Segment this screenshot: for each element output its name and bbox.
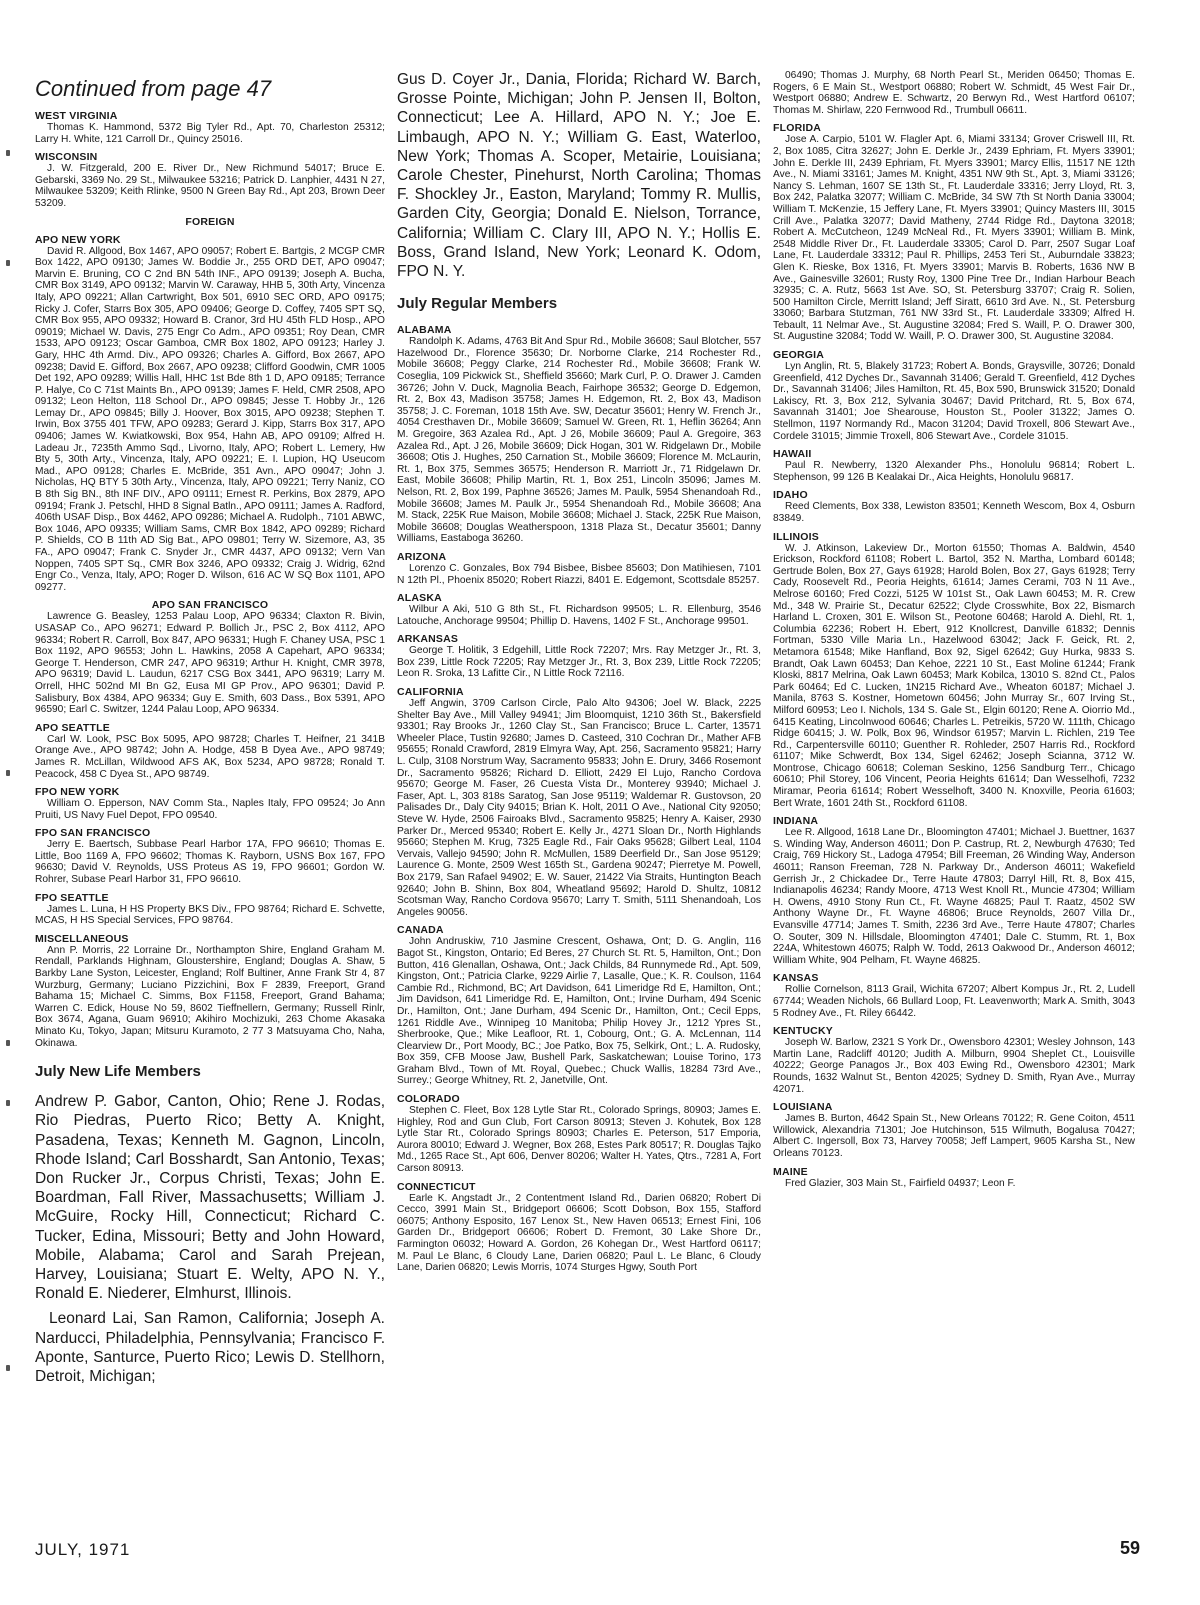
column-1 — [35, 70, 385, 1545]
member-list: James L. Luna, H HS Property BKS Div., FPO 98764; Richard E. Schvette, MCAS, H HS Special Services, FPO 98764. — [35, 903, 385, 927]
membership-section — [397, 924, 761, 1087]
member-list: Lee R. Allgood, 1618 Lane Dr., Bloomington 47401; Michael J. Buettner, 1637 S. Winding Way, Anderson 46011; Don P. Castrup, Rt. 2, Newburgh 47630; Ted Craig, 769 Hickory St., Ladoga 47954; Bill Freeman, 26 Winding Way, Anderson 46011; Ranson Freeman, 728 N. Parkway Dr., Anderson 46011; Wakefield Gerrish Jr., 2 Chickadee Dr., Terre Haute 47803; Darryl Hill, Rt. 8, Box 415, Indianapolis 46234; Randy Moore, 4713 West Knoll Rt., Muncie 47304; William H. Owens, 4910 Stony Run Ct., Ft. Wayne 46825; Paul T. Raatz, 4502 SW Anthony Wayne Dr., Ft. Wayne 46806; Bruce Reynolds, 2607 Villa Dr., Evansville 47714; James T. Smith, 2236 3rd Ave., Terre Haute 47807; Charles O. Souter, 309 N. Hillsdale, Bloomington 47401; Dale C. Stumm, Rt. 1, Box 224A, Whitestown 46075; Ralph W. Todd, 2613 Oakwood Dr., Anderson 46012; William White, 904 Pelham, Ft. Wayne 46825. — [773, 827, 1135, 966]
membership-section — [35, 722, 385, 780]
state-heading: INDIANA — [773, 815, 819, 828]
member-list: Jeff Angwin, 3709 Carlson Circle, Palo Alto 94306; Joel W. Black, 2225 Shelter Bay Ave., Mill Valley 94941; Jim Bloomquist, 1210 36th St., Bakersfield 93301; Ray Brooks Jr., 1260 Clay St., San Francisco; Bruce L. Carter, 13571 Wheeler Place, Tustin 92680; James D. Casteed, 310 Cochran Dr., Mather AFB 95655; Ronald Crawford, 2819 Elmyra Way, Apt. 256, Sacramento 95821; Harry L. Culp, 3108 Norstrum Way, Sacramento 95833; John E. Drury, 3466 Rosemont Dr., Sacramento 95826; Richard D. Elliott, 2429 El Lujo, Rancho Cordova 95670; George M. Faser, 26 Cuesta Vista Dr., Monterey 93940; Michael J. Faser, Apt. L, 303 818s Saratog, San Jose 95119; Waldemar R. Gustovson, 20 Palisades Dr., Daly City 94015; Brian K. Holt, 2011 O Ave., National City 92050; Steve W. Hyde, 2506 Fairoaks Blvd., Sacramento 95825; Henry A. Kaiser, 2930 Parker Dr., Merced 95340; Robert E. Kelly Jr., 4271 Sloan Dr., North Highlands 95660; Stephen M. Krug, 7325 Eagle Rd., Fair Oaks 95628; Gilbert Leal, 1104 Vervais, Vallejo 94590; John R. McMullen, 1589 Deerfield Dr., San Jose 95129; Laurence G. Monte, 2509 West 165th St., Gardena 90247; Pierretye M. Powell, Box 2179, San Rafael 94902; E. W. Sauer, 21422 Via Straits, Huntington Beach 92640; John B. Shinn, Box 804, Wheatland 95692; Harold D. Shultz, 10812 Scotsman Way, Rancho Cordova 95670; Larry T. Smith, 5111 Shenandoah, Los Angeles 90056. — [397, 698, 761, 918]
page-number: 59 — [1119, 1538, 1140, 1558]
member-list: Rollie Cornelson, 8113 Grail, Wichita 67207; Albert Kompus Jr., Rt. 2, Ludell 67744; Weaden Nichols, 66 Bullard Loop, Ft. Leavenworth; Mark A. Smith, 3043 5 Rodney Ave., Ft. Riley 66442. — [773, 984, 1135, 1019]
state-heading: KANSAS — [773, 972, 819, 985]
membership-section — [397, 324, 761, 545]
membership-section — [35, 827, 385, 885]
member-list: Earle K. Angstadt Jr., 2 Contentment Island Rd., Darien 06820; Robert Di Cecco, 3991 Main St., Bridgeport 06606; Scott Dobson, Box 155, Stafford 06075; Anthony Esposito, 167 Lenox St., New Haven 06513; Ernest Fini, 106 Garden Dr., Bridgeport 06606; Robert D. Fremont, 30 Lake Shore Dr., Farmington 06032; Howard A. Gordon, 26 Kohegan Dr., West Hartford 06117; M. Paul Le Blanc, 6 Cloudy Lane, Darien 06820; Paul L. Le Blanc, 6 Cloudy Lane, Darien 06820; Lewis Morris, 1074 Sturges Hgwy, South Port — [397, 1192, 761, 1274]
member-list: 06490; Thomas J. Murphy, 68 North Pearl St., Meriden 06450; Thomas E. Rogers, 6 E Main St., Westport 06880; Robert W. Schmidt, 45 West Fair Dr., Westport 06880; Andrew E. Schwartz, 20 Berwyn Rd., West Hartford 06107; Thomas M. Shirlaw, 220 Fernwood Rd., Trumbull 06611. — [773, 70, 1135, 116]
member-list: Joseph W. Barlow, 2321 S York Dr., Owensboro 42301; Wesley Johnson, 143 Martin Lane, Radcliff 40120; Judith A. Milburn, 9904 Sheplet Ct., Louisville 40222; George Panagos Jr., Box 403 Ewing Rd., Owensboro 42301; Mark Rounds, 1632 Walnut St., Benton 42025; Sydney D. Smith, Ryan Ave., Murray 42071. — [773, 1037, 1135, 1095]
membership-section — [35, 216, 385, 228]
life-members-continued: Gus D. Coyer Jr., Dania, Florida; Richard W. Barch, Grosse Pointe, Michigan; John P. Jensen II, Bolton, Connecticut; Lee A. Hillard, APO N. Y.; Joe E. Limbaugh, APO N. Y.; William G. East, Waterloo, New York; Thomas A. Scoper, Metairie, Louisiana; Carole Chester, Pinehurst, North Carolina; Thomas F. Shockley Jr., Easton, Maryland; Tommy R. Mullis, Garden City, Georgia; Donald E. Nielson, Torrance, California; William C. Clary III, APO N. Y.; Hollis E. Boss, Grand Island, New York; Leonard K. Odom, FPO N. Y. — [397, 71, 761, 281]
membership-section — [773, 972, 1135, 1019]
membership-section — [397, 592, 761, 627]
column-3 — [773, 70, 1135, 1545]
membership-section — [397, 633, 761, 680]
state-heading: ARIZONA — [397, 550, 447, 563]
margin-mark — [6, 1365, 10, 1371]
state-heading: CANADA — [397, 924, 444, 937]
membership-section — [773, 489, 1135, 524]
margin-mark — [6, 150, 10, 156]
state-heading: MISCELLANEOUS — [35, 932, 129, 945]
membership-section — [35, 892, 385, 927]
life-members-paragraph: Andrew P. Gabor, Canton, Ohio; Rene J. Rodas, Rio Piedras, Puerto Rico; Betty A. Knight, Pasadena, Texas; Kenneth M. Gagnon, Lincoln, Rhode Island; Carl Bosshardt, San Antonio, Texas; Don Rucker Jr., Corpus Christi, Texas; John E. Boardman, Fall River, Massachusetts; William J. McGuire, Rocky Hill, Connecticut; Richard C. Tucker, Edina, Missouri; Betty and John Howard, Mobile, Alabama; Carol and Sarah Prejean, Harvey, Louisiana; Stuart E. Welty, APO N. Y., Ronald E. Niederer, Elmhurst, Illinois. — [35, 1093, 385, 1303]
member-list: Fred Glazier, 303 Main St., Fairfield 04937; Leon F. — [785, 1177, 1016, 1189]
membership-section — [35, 599, 385, 715]
membership-section — [773, 531, 1135, 810]
member-list: Wilbur A Aki, 510 G 8th St., Ft. Richardson 99505; L. R. Ellenburg, 3546 Latouche, Anchorage 99504; Phillip D. Havens, 1402 F St., Anchorage 99501. — [397, 604, 761, 627]
state-heading: FPO SEATTLE — [35, 891, 109, 904]
continued-note: Continued from page 47 — [35, 76, 272, 101]
member-list: Jose A. Carpio, 5101 W. Flagler Apt. 6, Miami 33134; Grover Criswell III, Rt. 2, Box 1085, Citra 32627; John E. Derkle Jr., 2439 Ephriam, Ft. Myers 33901; John E. Derkle III, 2439 Ephriam, Ft. Myers 33901; Marcy Ellis, 11517 NE 12th Ave., N. Miami 33161; James M. Knight, 4351 NW 9th St., Apt. 3, Miami 33126; Nancy S. Lehman, 1607 SE 13th St., Ft. Lauderdale 33316; Jerry Lloyd, Rt. 3, Box 242, Palatka 32077; William C. McBride, 34 SW 7th St North Dania 33004; William T. McKenzie, 15 Jeffery Lane, Ft. Myers 33901; Quincy Masters III, 3015 Crill Ave., Palatka 32077; David Matheny, 2744 Ridge Rd., Daytona 32018; Robert A. McCutcheon, 1249 McNeal Rd., Ft. Myers 33901; William B. Mink, 2548 Middle River Dr., Ft. Lauderdale 33305; Carol D. Parr, 2507 Sugar Loaf Lane, Ft. Lauderdale 33312; Paul R. Phillips, 2453 Teri St., Auburndale 33823; Glen K. Rieske, Box 1316, Ft. Myers 33901; Marvis B. Roberts, 1636 NW B Ave., Gainesville 32601; Rusty Roy, 1300 Pine Tree Dr., Indian Harbour Beach 32935; C. A. Rutz, 5663 1st Ave. SO, St. Petersburg 33707; Craig R. Solien, 500 Hamilton Circle, Merritt Island; Jeff Siratt, 6610 3rd Ave. N., St. Petersburg 33060; Barbara Stutzman, 761 NW 33rd St., Ft. Lauderdale 33309; Alfred H. Tebault, 11 Nelmar Ave., St. Augustine 32084; Fred S. Waill, P. O. Drawer 300, St. Augustine 32084; Todd W. Waill, P. O. Drawer 300, St. Augustine 32084. — [773, 134, 1135, 343]
state-heading: KENTUCKY — [773, 1025, 833, 1038]
regular-members-heading: July Regular Members — [397, 295, 558, 313]
state-heading: APO SAN FRANCISCO — [151, 599, 269, 612]
state-heading: GEORGIA — [773, 349, 824, 362]
life-members-paragraph: Leonard Lai, San Ramon, California; Joseph A. Narducci, Philadelphia, Pennsylvania; Francisco F. Aponte, Santurce, Puerto Rico; Lewis D. Stellhorn, Detroit, Michigan; — [35, 1310, 385, 1386]
member-list: Thomas K. Hammond, 5372 Big Tyler Rd., Apt. 70, Charleston 25312; Larry H. White, 121 Carroll Dr., Quincy 25016. — [35, 122, 385, 145]
membership-section — [773, 815, 1135, 966]
member-list: Paul R. Newberry, 1320 Alexander Phs., Honolulu 96814; Robert L. Stephenson, 99 126 B Kealakai Dr., Aica Heights, Honolulu 96817. — [773, 460, 1135, 483]
membership-section — [773, 70, 1135, 116]
member-list: James B. Burton, 4642 Spain St., New Orleans 70122; R. Gene Coiton, 4511 Willowick, Alexandria 71301; Joe Hutchinson, 515 Wilmuth, Bogalusa 70427; Albert C. Ingersoll, Box 73, Harvey 70058; Jeff Lampert, 9605 Karsha St., New Orleans 70123. — [773, 1113, 1135, 1159]
state-heading: LOUISIANA — [773, 1101, 833, 1114]
membership-section — [773, 349, 1135, 442]
member-list: Lyn Anglin, Rt. 5, Blakely 31723; Robert A. Bonds, Graysville, 30726; Donald Greenfield, 412 Dyches Dr., Savannah 31406; Gerald T. Greenfield, 412 Dyches Dr., Savannah 31406; Jiles Hamilton, Rt. 45, Box 590, Brunswick 31520; Donald Lakiscy, Rt. 3, Box 212, Sylvania 30467; David Pritchard, Rt. 5, Box 674, Savannah 31401; Joe Shearouse, Houston St., Pooler 31322; James O. Stellmon, 1197 Normandy Rd., Macon 31204; David Troxell, 806 Stewart Ave., Cordele 31015; Jimmie Troxell, 806 Stewart Ave., Cordele 31015. — [773, 361, 1135, 442]
member-list: W. J. Atkinson, Lakeview Dr., Morton 61550; Thomas A. Baldwin, 4540 Erickson, Rockford 61108; Robert L. Bartol, 352 N. Martha, Lombard 60148; Gertrude Bolen, Box 27, Gays 61928; Harold Bolen, Box 27, Gays 61928; Terry Cady, Roosevelt Rd., Peoria Heights, 61614; James Cerami, 703 N 11 Ave., Melrose 60160; Fred Cozzi, 5125 W 101st St., Oak Lawn 60453; M. R. Crew Md., 348 W. Prairie St., Decatur 62522; Clyde Crosswhite, Box 22, Bismarch Harland L. Croxen, 301 E. Wilson St., Peotone 60468; Harold A. Diehl, Rt. 1, Columbia 62236; Robert H. Ebert, 912 Knollcrest, Danville 61832; Dennis Fortman, 5330 Ville Maria Ln., Hazelwood 63042; Jack F. Geick, Rt. 2, Metamora 61548; Mike Hanfland, Box 92, Sigel 62642; Guy Hurka, 9833 S. Brandt, Oak Lawn 60453; Dan Kehoe, 2221 10 St., East Moline 61244; Frank Kloski, 8817 Melrina, Oak Lawn 60453; Mark Kobilca, 13010 S. 82nd Ct., Palos Park 60464; Ed C. Lucken, 1N215 Richard Ave., Wheaton 60187; Michael J. Manila, 8763 S. Kostner, Hometown 60456; John Murray Sr., 607 Irving St., Milford 60953; Leo I. Nichols, 134 S. Gale St., Elgin 60120; Rene A. Oiorrio Md., 6415 Keating, Lincolnwood 60646; Charles L. Petreikis, 5720 W. 111th, Chicago Ridge 60415; J. W. Polk, Box 96, Windsor 61957; Marvin L. Richlen, 219 Tee Rd., Carpentersville 60110; Guenther R. Rohleder, 2507 Harris Rd., Rockford 61107; Mike Schwerdt, Box 134, Sigel 62462; Joseph Scianna, 3712 W. Montrose, Chicago 60618; Coleman Seskino, 1256 Sandburg Terr., Chicago 60610; Phil Storey, 106 Vincent, Peoria Heights 61614; Dan Wesselhofi, 7232 Miramar, Peoria 61614; Robert Wesselhoft, 3400 N. Knoxville, Peoria 61603; Bert Wrate, 1601 24th St., Rockford 61108. — [773, 542, 1135, 809]
membership-section — [773, 1101, 1135, 1159]
member-list: Stephen C. Fleet, Box 128 Lytle Star Rt., Colorado Springs, 80903; James E. Highley, Rod and Gun Club, Fort Carson 80913; Steven J. Kohutek, Box 128 Lytle Star Rt., Colorado Springs 80903; Charles E. Peterson, 517 Emporia, Aurora 80010; Edward J. Wegner, Box 268, Estes Park 80517; R. Douglas Tajko Md., 1265 Race St., Apt 606, Denver 80206; Walter H. Yates, Qtrs., 7281 A, Fort Carson 80913. — [397, 1105, 761, 1175]
member-list: Reed Clements, Box 338, Lewiston 83501; Kenneth Wescom, Box 4, Osburn 83849. — [773, 501, 1135, 524]
member-list: John Andruskiw, 710 Jasmine Crescent, Oshawa, Ont; D. G. Anglin, 116 Bagot St., Kingston, Ontario; Ed Beres, 27 Church St. Rt. 5, Hamilton, Ont.; Don Button, 416 Glenallan, Oshawa, Ont.; Jack Childs, 84 Runnymede Rd., Apt. 509, Kingston, Ont.; Patricia Clarke, 9229 Airlie 7, Lasalle, Que.; K. R. Coulson, 1164 Cambie Rd., Richmond, BC; Art Davidson, 641 Limeridge Rd E, Hamilton, Ont.; Jim Davidson, 641 Limeridge Rd. E, Hamilton, Ont.; Irvine Durham, 494 Scenic Dr., Hamilton, Ont.; Jane Durham, 494 Scenic Dr., Hamilton, Ont.; Cecil Epps, 1261 Riddle Ave., Winnipeg 10 Manitoba; Philip Hovey Jr., 1212 Ypres St., Sherbrooke, Que.; Mike Leafloor, Rt. 1, Cobourg, Ont.; G. A. McLennan, 114 Clearview Dr., Port Moody, BC.; Joe Patko, Box 75, Selkirk, Ont.; L. A. Rudosky, Box 359, CFB Moose Jaw, Bushell Park, Saskatchewan; Louise Torino, 173 Graham Blvd., Town of Mt. Royal, Quebec.; Chuck Wallis, 18284 73rd Ave., Surrey.; George Whitney, Rt. 2, Janetville, Ont. — [397, 936, 761, 1087]
state-heading: ILLINOIS — [773, 530, 819, 543]
member-list: David R. Allgood, Box 1467, APO 09057; Robert E. Bartgis, 2 MCGP CMR Box 1422, APO 09130; James W. Boddie Jr., 255 ORD DET, APO 09047; Marvin E. Bruning, CO C 2nd BN 54th INF., APO 09139; Joseph A. Bucha, CMR Box 3149, APO 09132; Marvin W. Caraway, HHB 5, 30th Arty, Vincenza Italy, APO 09221; Allan Cartwright, Box 501, 6910 SEC ORD, APO 09175; Ricky J. Cofer, Starrs Box 305, APO 09406; George D. Coffey, 7405 SPT SQ, CMR Box 955, APO 09332; Howard B. Cranor, 3rd HU 45th FLD Hosp., APO 09019; Michael W. Davis, 275 Engr Co Adm., APO 09351; Roy Dean, CMR 1533, APO 09123; Oscar Gamboa, CMR Box 1802, APO 09123; Harley J. Gary, HHC 4th Armd. Div., APO 09326; Charles A. Gifford, Box 2667, APO 09238; David E. Gifford, Box 2667, APO 09238; Clifford Goodwin, CMR 1005 Det 192, APO 09289; Willis Hall, HHC 1st Bde 8th 1 D, APO 09185; Terrance P. Halye, Co C 71st Maints Bn., APO 09139; James F. Held, CMR 2508, APO 09132; Leon Helton, 118 School Dr., APO 09845; Jesse T. Hobby Jr., 126 Lemay Dr., APO 09845; Billy J. Hoover, Box 3015, APO 09238; Stephen T. Irwin, Box 3755 401 TFW, APO 09283; Gerard J. Kipp, Starrs Box 317, APO 09406; James W. Kwiatkowski, Box 954, Hahn AB, APO 09109; Alfred H. Ladeau Jr., 7235th Ammo Sqd., Livorno, Italy, APO; Robert L. Lemery, Hw Bty 5, 30th Arty., Vincenza, Italy, APO 09221; E. I. Lupion, HQ Useucom Mad., APO 09128; Charles E. McBride, 351 Avn., APO 09047; John J. Nicholas, HQ BTY 5 30th Arty., Vincenza, Italy, APO 09221; Terry Naniz, CO B 8th Sig BN., 8th INF DIV., APO 09111; Ernest R. Perkins, Box 2879, APO 09194; Frank J. Petschl, HHD 8 Signal Batln., APO 09111; James A. Radford, 406th USAF Disp., Box 4462, APO 09286; Michael A. Rudolph., 7101 ABWC, Box 1046, APO 09335; William Sams, CMR Box 1842, APO 09289; Richard P. Shields, CO B 11th AD Sig Bat., APO 09801; Terry W. Sizemore, A3, 35 FA., APO 09047; Frank C. Snyder Jr., CMR 4437, APO 09132; Vern Van Noppen, 7405 SPT Sq., CMR Box 3246, APO 09332; Craig J. Widrig, 62nd Engr Co., Venza, Italy, APO; Roger D. Wilson, 616 AC W SQ Box 1101, APO 09277. — [35, 245, 385, 593]
member-list: Carl W. Look, PSC Box 5095, APO 98728; Charles T. Heifner, 21 341B Orange Ave., APO 98742; John A. Hodge, 458 B Dyea Ave., APO 98749; James R. McLillan, Wildwood AFS AK, Box 5234, APO 98728; Ronald T. Peacock, 458 C Dyea St., APO 98749. — [35, 733, 385, 780]
member-list: Randolph K. Adams, 4763 Bit And Spur Rd., Mobile 36608; Saul Blotcher, 557 Hazelwood Dr., Florence 35630; Dr. Norborne Clarke, 214 Rochester Rd., Mobile 36608; Peggy Clarke, 214 Rochester Rd., Mobile 36608; Frank W. Coseglia, 109 Pickwick St., Sheffield 35660; Mark Curl, P. O. Drawer J. Camden 36726; John V. Duck, Magnolia Beach, Fairhope 36532; George D. Edgemon, Rt. 2, Box 43, Madison 35758; James H. Edgemon, Rt. 2, Box 43, Madison 35758; J. C. Foreman, 1018 15th Ave. SW, Decatur 35601; Henry W. French Jr., 4054 Cresthaven Dr., Mobile 36609; Samuel W. Green, Rt. 1, Heflin 36264; Ann M. Gregoire, 363 Azalea Rd., Apt. J 26, Mobile 36609; Paul A. Gregoire, 363 Azalea Rd., Apt. J 26, Mobile 36609; Dick Hogan, 301 W. Ridgelawn Dr., Mobile 36608; Otis J. Hughes, 250 Carnation St., Mobile 36609; Florence M. McLaurin, Rt. 1, Box 375, Semmes 36575; Henderson R. Marriott Jr., 71 Ridgelawn Dr. East, Mobile 36608; Philip Martin, Rt. 1, Box 251, Lincoln 35096; James M. Nelson, Rt. 2, Box 199, Paphne 36526; James M. Paulk, 5954 Shenandoah Rd., Mobile 36608; James M. Paulk Jr., 5954 Shenandoah Rd., Mobile 36608; Ana M. Stack, 225K Rue Maison, Mobile 36608; Michael J. Stack, 225K Rue Maison, Mobile 36608; Douglas Weatherspoon, 1318 Plaza St., Decatur 35601; Danny Williams, Eastaboga 36260. — [397, 336, 761, 545]
membership-section — [35, 234, 385, 594]
state-heading: FPO SAN FRANCISCO — [35, 827, 151, 840]
membership-section — [773, 1025, 1135, 1095]
state-heading: ARKANSAS — [397, 633, 459, 646]
member-list: Ann P. Morris, 22 Lorraine Dr., Northampton Shire, England Graham M. Rendall, Parklands Highnam, Gloustershire, England; Douglas A. Shaw, 5 Barkby Lane Syston, Leicester, England; Rolf Bultiner, Anne Frank Str 4, 87 Wurzburg, Germany; Luciano Pizzichini, Box F 2839, Freeport, Grand Bahama 15; Michael C. Simms, Box F1158, Freeport, Grand Bahama; Warren C. Edick, House No 59, 8602 Tieffnellern, Germany; Russell Rinlr, Box 3674, Agana, Guam 96910; Akihiro Mochizuki, 263 Chome Akasaka Minato Ku, Tokyo, Japan; Mitsuru Kuramoto, 2 77 3 Matsuyama Cho, Naha, Okinawa. — [35, 944, 385, 1049]
state-heading: WISCONSIN — [35, 151, 98, 164]
state-heading: CONNECTICUT — [397, 1180, 476, 1193]
membership-section — [773, 448, 1135, 483]
membership-section — [773, 122, 1135, 343]
state-heading: CALIFORNIA — [397, 686, 464, 699]
margin-mark — [6, 770, 10, 776]
state-heading: FLORIDA — [773, 122, 822, 135]
member-list: Lawrence G. Beasley, 1253 Palau Loop, APO 96334; Claxton R. Bivin, USASAP Co., APO 96271; Edward P. Bollich Jr., PSC 2, Box 4112, APO 96334; Robert R. Carroll, Box 847, APO 96331; Hugh F. Chaney USA, PSC 1 Box 1192, APO 96553; John L. Hawkins, 2058 A Capehart, APO 96334; George T. Henderson, CMR 247, APO 96319; Arthur H. Knight, CMR 3978, APO 96319; David L. Laudun, 6217 CSG Box 3441, APO 96319; Larry M. Orrell, HHC 502nd MI Bn G2, Eusa MI GP Prov., APO 96301; David P. Salisbury, Box 4384, APO 96334; Guy E. Smith, 603 Dass., Box 5391, APO 96590; Earl C. Switzer, 1244 Palau Loop, APO 96334. — [35, 611, 385, 716]
margin-mark — [6, 260, 10, 266]
column-1-sections — [35, 110, 385, 1049]
column-2-sections — [397, 324, 761, 1274]
margin-mark — [6, 1040, 10, 1046]
margin-mark — [6, 1100, 10, 1106]
membership-section — [773, 1166, 1135, 1190]
membership-section — [397, 1181, 761, 1274]
state-heading: WEST VIRGINIA — [35, 110, 118, 122]
state-heading: FOREIGN — [185, 215, 235, 228]
membership-section — [35, 151, 385, 209]
membership-section — [397, 686, 761, 918]
member-list: William O. Epperson, NAV Comm Sta., Naples Italy, FPO 09524; Jo Ann Pruiti, US Navy Fuel Depot, FPO 09540. — [35, 798, 385, 821]
column-2 — [397, 70, 761, 1545]
issue-date: JULY, 1971 — [35, 1540, 131, 1559]
state-heading: HAWAII — [773, 448, 812, 461]
life-members-heading: July New Life Members — [35, 1063, 201, 1081]
membership-section — [397, 1093, 761, 1175]
member-list: Jerry E. Baertsch, Subbase Pearl Harbor 17A, FPO 96610; Thomas E. Little, Boo 1169 A, FPO 96602; Thomas K. Rayborn, USNS Box 167, FPO 96630; David V. Reynolds, USS Proteus AS 19, FPO 96601; Gordon W. Rohrer, Subase Pearl Harbor 31, FPO 96610. — [35, 839, 385, 886]
state-heading: ALASKA — [397, 592, 442, 605]
state-heading: APO SEATTLE — [35, 721, 110, 734]
state-heading: COLORADO — [397, 1093, 460, 1106]
member-list: Lorenzo C. Gonzales, Box 794 Bisbee, Bisbee 85603; Don Matihiesen, 7101 N 12th Pl., Phoenix 85020; Robert Riazzi, 8401 E. Edgemont, Scottsdale 85257. — [397, 562, 761, 586]
member-list: J. W. Fitzgerald, 200 E. River Dr., New Richmund 54017; Bruce E. Gebarski, 3369 No. 29 St., Milwaukee 53216; Patrick D. Lanphier, 4431 N 27, Milwaukee 53209; Keith Rlinke, 9500 N Green Bay Rd., Apt 203, Brown Deer 53209. — [35, 163, 385, 209]
membership-section — [397, 551, 761, 586]
member-list: George T. Holitik, 3 Edgehill, Little Rock 72207; Mrs. Ray Metzger Jr., Rt. 3, Box 239, Little Rock 72205; Ray Metzger Jr., Rt. 3, Box 239, Little Rock 72205; Leon R. Sroka, 13 Lafitte Cir., N Little Rock 72116. — [397, 645, 761, 680]
state-heading: MAINE — [773, 1165, 808, 1178]
state-heading: FPO NEW YORK — [35, 786, 120, 799]
membership-section — [35, 933, 385, 1049]
state-heading: APO NEW YORK — [35, 233, 121, 246]
membership-section — [35, 786, 385, 821]
state-heading: ALABAMA — [397, 324, 452, 337]
state-heading: IDAHO — [773, 489, 808, 502]
column-3-sections — [773, 70, 1135, 1189]
membership-section — [35, 110, 385, 145]
